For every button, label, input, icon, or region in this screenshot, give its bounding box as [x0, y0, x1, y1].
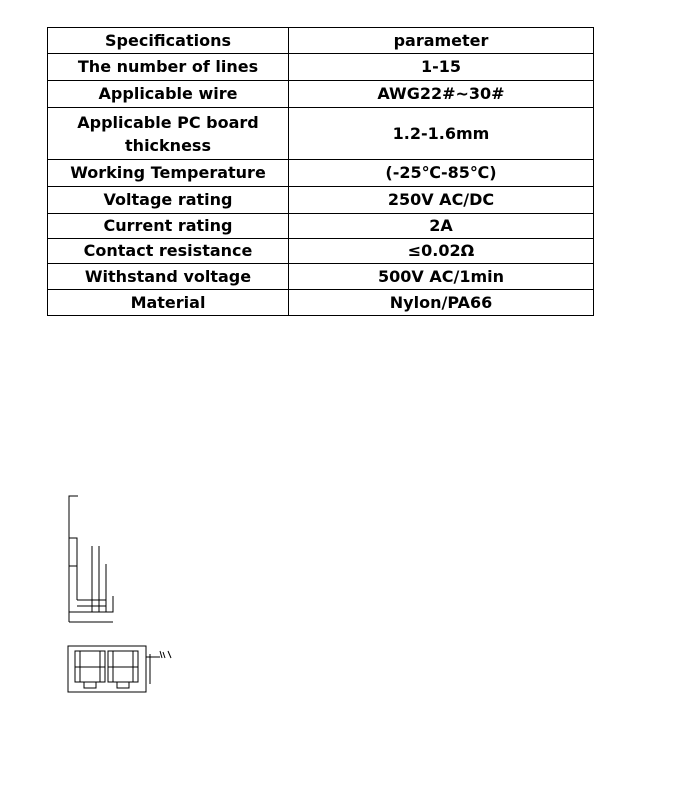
row-value: 1.2-1.6mm — [289, 108, 594, 160]
row-value: (-25℃-85℃) — [289, 160, 594, 187]
row-value: ≤0.02Ω — [289, 239, 594, 264]
connector-top-view — [68, 646, 171, 692]
row-label: The number of lines — [48, 54, 289, 81]
row-label: Material — [48, 290, 289, 316]
header-parameter: parameter — [289, 28, 594, 54]
row-label: Applicable PC board thickness — [48, 108, 289, 160]
row-value: 2A — [289, 214, 594, 239]
row-value: 1-15 — [289, 54, 594, 81]
row-label: Contact resistance — [48, 239, 289, 264]
row-value: AWG22#~30# — [289, 81, 594, 108]
row-label: Applicable wire — [48, 81, 289, 108]
connector-side-view — [69, 496, 113, 622]
header-specifications: Specifications — [48, 28, 289, 54]
row-value: 500V AC/1min — [289, 264, 594, 290]
row-value: Nylon/PA66 — [289, 290, 594, 316]
row-label: Current rating — [48, 214, 289, 239]
row-label: Voltage rating — [48, 187, 289, 214]
row-label: Working Temperature — [48, 160, 289, 187]
row-value: 250V AC/DC — [289, 187, 594, 214]
row-label: Withstand voltage — [48, 264, 289, 290]
